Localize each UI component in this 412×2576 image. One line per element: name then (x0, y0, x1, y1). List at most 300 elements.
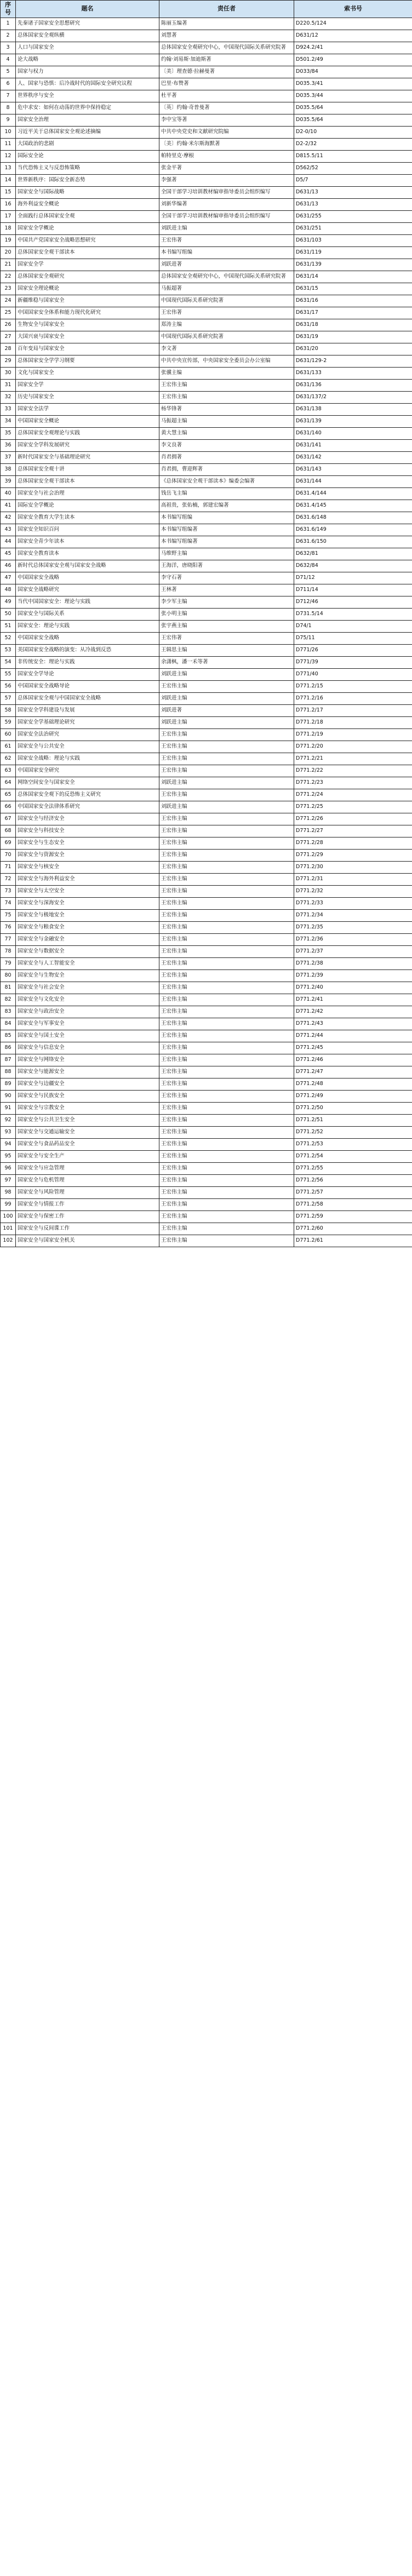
row-index: 28 (1, 343, 16, 355)
book-title: 国家安全与信息安全 (16, 1042, 159, 1054)
table-row (1, 921, 412, 933)
row-index: 64 (1, 777, 16, 789)
book-title: 总体国家安全观研究 (16, 271, 159, 283)
table-row (1, 30, 412, 42)
call-number: D771.2/53 (294, 1138, 412, 1150)
call-number: D771.2/34 (294, 909, 412, 921)
call-number: D771.2/46 (294, 1054, 412, 1066)
table-row (1, 18, 412, 30)
row-index: 86 (1, 1042, 16, 1054)
row-index: 42 (1, 512, 16, 524)
row-index: 35 (1, 427, 16, 439)
row-index: 71 (1, 861, 16, 873)
row-index: 11 (1, 138, 16, 150)
book-title: 新时代总体国家安全观与国家安全战略 (16, 560, 159, 572)
book-title: 国际安全论 (16, 150, 159, 162)
book-author: 本书编写组编 (159, 512, 294, 524)
book-author: 刘跃进主编 (159, 716, 294, 728)
book-author: 总体国家安全观研究中心，中国现代国际关系研究院著 (159, 271, 294, 283)
book-title: 新时代国家安全与基础理论研究 (16, 451, 159, 463)
book-author: 王宏伟主编 (159, 1090, 294, 1102)
table-row (1, 102, 412, 114)
row-index: 26 (1, 319, 16, 331)
row-index: 76 (1, 921, 16, 933)
book-author: 王宏伟主编 (159, 1066, 294, 1078)
call-number: D631/14 (294, 271, 412, 283)
book-author: 王宏伟主编 (159, 849, 294, 861)
call-number: D771.2/33 (294, 897, 412, 909)
table-row (1, 162, 412, 174)
call-number: D771.2/48 (294, 1078, 412, 1090)
table-row (1, 656, 412, 668)
table-row (1, 680, 412, 692)
book-title: 国家安全与反间谍工作 (16, 1223, 159, 1235)
row-index: 62 (1, 753, 16, 765)
book-title: 国家安全与边疆安全 (16, 1078, 159, 1090)
row-index: 73 (1, 885, 16, 897)
book-title: 中国国家安全体系和能力现代化研究 (16, 307, 159, 319)
book-author: 全国干部学习培训教材编审指导委员会组织编写 (159, 186, 294, 198)
call-number: D771.2/43 (294, 1018, 412, 1030)
table-row (1, 54, 412, 66)
row-index: 55 (1, 668, 16, 680)
book-author: 王宏伟主编 (159, 1210, 294, 1223)
row-index: 56 (1, 680, 16, 692)
table-row (1, 861, 412, 873)
book-author: 王宏伟主编 (159, 765, 294, 777)
row-index: 25 (1, 307, 16, 319)
call-number: D712/46 (294, 596, 412, 608)
book-title: 国家安全与宗教安全 (16, 1102, 159, 1114)
table-row (1, 391, 412, 403)
call-number: D035.5/64 (294, 102, 412, 114)
call-number: D771.2/59 (294, 1210, 412, 1223)
row-index: 69 (1, 837, 16, 849)
book-title: 国家安全法治研究 (16, 728, 159, 741)
book-title: 国家安全与生态安全 (16, 837, 159, 849)
book-author: 刘慧著 (159, 30, 294, 42)
book-author: 王宏伟主编 (159, 897, 294, 909)
book-title: 国家与权力 (16, 66, 159, 78)
row-index: 19 (1, 234, 16, 246)
call-number: D631/139 (294, 259, 412, 271)
book-author: 刘新华编著 (159, 198, 294, 210)
call-number: D631.4/145 (294, 500, 412, 512)
table-row (1, 969, 412, 982)
call-number: D631/129-2 (294, 355, 412, 367)
table-row (1, 1114, 412, 1126)
table-row (1, 283, 412, 295)
row-index: 3 (1, 42, 16, 54)
book-title: 国家安全学科发展研究 (16, 439, 159, 451)
table-row (1, 415, 412, 427)
call-number: D033/84 (294, 66, 412, 78)
call-number: D631/144 (294, 475, 412, 487)
book-author: 王宏伟著 (159, 234, 294, 246)
row-index: 5 (1, 66, 16, 78)
book-author: 王宏伟主编 (159, 1174, 294, 1186)
book-title: 国家安全学 (16, 259, 159, 271)
book-title: 总体国家安全学学习纲要 (16, 355, 159, 367)
book-author: 刘跃进主编 (159, 692, 294, 704)
table-row (1, 885, 412, 897)
book-author: 刘跃进主编 (159, 801, 294, 813)
call-number: D631.6/148 (294, 512, 412, 524)
table-row (1, 873, 412, 885)
row-index: 34 (1, 415, 16, 427)
call-number: D631/142 (294, 451, 412, 463)
table-row (1, 945, 412, 957)
call-number: D771.2/60 (294, 1223, 412, 1235)
call-number: D631/139 (294, 415, 412, 427)
row-index: 40 (1, 487, 16, 500)
book-author: 刘跃进著 (159, 259, 294, 271)
book-title: 中国国家安全概论 (16, 415, 159, 427)
table-row (1, 704, 412, 716)
book-title: 国家安全与极地安全 (16, 909, 159, 921)
table-row (1, 1078, 412, 1090)
table-row (1, 728, 412, 741)
row-index: 80 (1, 969, 16, 982)
row-index: 66 (1, 801, 16, 813)
table-row (1, 222, 412, 234)
table-row (1, 548, 412, 560)
call-number: D771.2/24 (294, 789, 412, 801)
book-author: 王宏伟主编 (159, 933, 294, 945)
table-row (1, 813, 412, 825)
call-number: D771.2/44 (294, 1030, 412, 1042)
table-row (1, 994, 412, 1006)
call-number: D631/136 (294, 379, 412, 391)
row-index: 50 (1, 608, 16, 620)
book-author: 王宏伟主编 (159, 1018, 294, 1030)
call-number: D771.2/25 (294, 801, 412, 813)
table-row (1, 379, 412, 391)
row-index: 61 (1, 741, 16, 753)
header-row (1, 1, 412, 18)
call-number: D771.2/17 (294, 704, 412, 716)
call-number: D771.2/47 (294, 1066, 412, 1078)
book-author: 王宏伟主编 (159, 741, 294, 753)
book-author: 王宏伟主编 (159, 1126, 294, 1138)
call-number: D631/19 (294, 331, 412, 343)
call-number: D74/1 (294, 620, 412, 632)
table-row (1, 608, 412, 620)
row-index: 48 (1, 584, 16, 596)
table-row (1, 1174, 412, 1186)
book-author: 刘跃进主编 (159, 777, 294, 789)
book-author: 王宏伟主编 (159, 861, 294, 873)
row-index: 37 (1, 451, 16, 463)
book-title: 国家安全与资源安全 (16, 849, 159, 861)
row-index: 44 (1, 536, 16, 548)
book-title: 总体国家安全观干部读本 (16, 475, 159, 487)
book-author: 王宏伟主编 (159, 1102, 294, 1114)
table-row (1, 1150, 412, 1162)
table-row (1, 692, 412, 704)
book-author: 帕特里克·摩根 (159, 150, 294, 162)
book-author: 王宏伟主编 (159, 1198, 294, 1210)
table-row (1, 753, 412, 765)
row-index: 67 (1, 813, 16, 825)
row-index: 79 (1, 957, 16, 969)
book-title: 国家安全法学 (16, 403, 159, 415)
book-title: 国家安全战略：理论与实践 (16, 753, 159, 765)
row-index: 88 (1, 1066, 16, 1078)
table-row (1, 114, 412, 126)
book-author: 王宏伟主编 (159, 1006, 294, 1018)
book-title: 国家安全与国家安全机关 (16, 1235, 159, 1247)
table-row (1, 78, 412, 90)
table-row (1, 451, 412, 463)
call-number: D711/14 (294, 584, 412, 596)
book-title: 国家安全与公共安全 (16, 741, 159, 753)
table-row (1, 897, 412, 909)
row-index: 96 (1, 1162, 16, 1174)
book-title: 总体国家安全观与中国国家安全战略 (16, 692, 159, 704)
book-title: 国家安全与数据安全 (16, 945, 159, 957)
call-number: D631/15 (294, 283, 412, 295)
book-author: 王宏伟主编 (159, 1042, 294, 1054)
book-author: 王宏伟主编 (159, 1223, 294, 1235)
table-row (1, 1235, 412, 1247)
book-author: 约翰·刘易斯·加迪斯著 (159, 54, 294, 66)
book-title: 新疆维稳与国家安全 (16, 295, 159, 307)
book-title: 总体国家安全观纵横 (16, 30, 159, 42)
row-index: 29 (1, 355, 16, 367)
table-row (1, 644, 412, 656)
call-number: D771.2/56 (294, 1174, 412, 1186)
row-index: 95 (1, 1150, 16, 1162)
table-row (1, 210, 412, 222)
row-index: 36 (1, 439, 16, 451)
table-row (1, 307, 412, 319)
call-number: D631/251 (294, 222, 412, 234)
book-author: 王宏伟主编 (159, 728, 294, 741)
call-number: D771.2/57 (294, 1186, 412, 1198)
book-author: 王宏伟主编 (159, 813, 294, 825)
table-row (1, 572, 412, 584)
row-index: 65 (1, 789, 16, 801)
book-title: 国家安全与民族安全 (16, 1090, 159, 1102)
book-title: 中国国家安全战略导论 (16, 680, 159, 692)
call-number: D771.2/15 (294, 680, 412, 692)
row-index: 18 (1, 222, 16, 234)
call-number: D631.6/149 (294, 524, 412, 536)
table-row (1, 1210, 412, 1223)
table-row (1, 234, 412, 246)
call-number: D771.2/18 (294, 716, 412, 728)
call-number: D771.2/20 (294, 741, 412, 753)
call-number: D771.2/39 (294, 969, 412, 982)
row-index: 2 (1, 30, 16, 42)
call-number: D771.2/30 (294, 861, 412, 873)
row-index: 49 (1, 596, 16, 608)
table-row (1, 1042, 412, 1054)
book-title: 中国国家安全研究 (16, 765, 159, 777)
row-index: 60 (1, 728, 16, 741)
book-author: 刘跃进著 (159, 704, 294, 716)
row-index: 15 (1, 186, 16, 198)
table-row (1, 367, 412, 379)
row-index: 74 (1, 897, 16, 909)
book-title: 国家安全与网络安全 (16, 1054, 159, 1066)
row-index: 1 (1, 18, 16, 30)
call-number: D771.2/26 (294, 813, 412, 825)
call-number: D631/141 (294, 439, 412, 451)
call-number: D631/143 (294, 463, 412, 475)
book-title: 国家安全学导论 (16, 668, 159, 680)
table-row (1, 596, 412, 608)
table-row (1, 259, 412, 271)
book-title: 国家安全与国土安全 (16, 1030, 159, 1042)
call-number: D631/103 (294, 234, 412, 246)
table-row (1, 271, 412, 283)
call-number: D562/52 (294, 162, 412, 174)
book-author: 王宏伟著 (159, 632, 294, 644)
book-title: 人、国家与恐惧：后冷战时代的国际安全研究议程 (16, 78, 159, 90)
book-author: 王宏伟主编 (159, 885, 294, 897)
book-author: 李中宝等著 (159, 114, 294, 126)
row-index: 17 (1, 210, 16, 222)
row-index: 78 (1, 945, 16, 957)
row-index: 84 (1, 1018, 16, 1030)
table-row (1, 343, 412, 355)
table-row (1, 1090, 412, 1102)
book-author: 杜平著 (159, 90, 294, 102)
book-title: 大国兴衰与国家安全 (16, 331, 159, 343)
book-title: 国家安全：理论与实践 (16, 620, 159, 632)
call-number: D2-0/10 (294, 126, 412, 138)
row-index: 63 (1, 765, 16, 777)
table-row (1, 1186, 412, 1198)
row-index: 75 (1, 909, 16, 921)
row-index: 91 (1, 1102, 16, 1114)
row-index: 93 (1, 1126, 16, 1138)
book-title: 海外利益安全概论 (16, 198, 159, 210)
table-row (1, 1126, 412, 1138)
table-row (1, 560, 412, 572)
column-header-author: 责任者 (159, 1, 294, 18)
row-index: 24 (1, 295, 16, 307)
book-author: 王宏伟主编 (159, 957, 294, 969)
call-number: D924.2/41 (294, 42, 412, 54)
book-author: 中国现代国际关系研究院著 (159, 331, 294, 343)
book-author: 本书编写组编著 (159, 536, 294, 548)
row-index: 33 (1, 403, 16, 415)
table-row (1, 668, 412, 680)
book-title: 国家安全与人工智能安全 (16, 957, 159, 969)
book-title: 国家安全知识百问 (16, 524, 159, 536)
call-number: D220.5/124 (294, 18, 412, 30)
book-author: 全国干部学习培训教材编审指导委员会组织编写 (159, 210, 294, 222)
book-author: 钱岳飞主编 (159, 487, 294, 500)
row-index: 45 (1, 548, 16, 560)
book-author: 本书编写组编著 (159, 524, 294, 536)
book-author: 王宏伟主编 (159, 1162, 294, 1174)
book-author: 李守石著 (159, 572, 294, 584)
book-title: 中国国家安全战略 (16, 632, 159, 644)
book-title: 国家安全与食品药品安全 (16, 1138, 159, 1150)
book-author: 本书编写组编 (159, 246, 294, 259)
table-row (1, 198, 412, 210)
row-index: 7 (1, 90, 16, 102)
call-number: D771.2/41 (294, 994, 412, 1006)
book-author: 刘跃进主编 (159, 668, 294, 680)
table-row (1, 319, 412, 331)
call-number: D631/17 (294, 307, 412, 319)
book-author: 李文著 (159, 343, 294, 355)
row-index: 6 (1, 78, 16, 90)
book-title: 国家安全理论概论 (16, 283, 159, 295)
call-number: D771.2/45 (294, 1042, 412, 1054)
call-number: D631/119 (294, 246, 412, 259)
book-title: 国家安全与生物安全 (16, 969, 159, 982)
book-author: 〔英〕约翰·奇普曼著 (159, 102, 294, 114)
call-number: D771.2/27 (294, 825, 412, 837)
row-index: 58 (1, 704, 16, 716)
book-title: 国家安全与社会安全 (16, 982, 159, 994)
book-title: 论大战略 (16, 54, 159, 66)
row-index: 97 (1, 1174, 16, 1186)
row-index: 102 (1, 1235, 16, 1247)
call-number: D771.2/32 (294, 885, 412, 897)
book-author: 王宏伟主编 (159, 1150, 294, 1162)
book-title: 美国国家安全战略的演变：从冷战到反恐 (16, 644, 159, 656)
call-number: D631/13 (294, 186, 412, 198)
book-title: 国家安全与核安全 (16, 861, 159, 873)
table-row (1, 295, 412, 307)
table-row (1, 42, 412, 54)
row-index: 23 (1, 283, 16, 295)
call-number: D771.2/54 (294, 1150, 412, 1162)
book-title: 生物安全与国家安全 (16, 319, 159, 331)
book-author: 马振超主编 (159, 415, 294, 427)
book-title: 国家安全与太空安全 (16, 885, 159, 897)
book-title: 危中求安：如何在动荡的世界中保持稳定 (16, 102, 159, 114)
row-index: 4 (1, 54, 16, 66)
book-title: 总体国家安全观十讲 (16, 463, 159, 475)
table-row (1, 620, 412, 632)
book-author: 马振超著 (159, 283, 294, 295)
call-number: D035.5/64 (294, 114, 412, 126)
book-title: 国家安全学基础理论研究 (16, 716, 159, 728)
book-author: 王宏伟主编 (159, 680, 294, 692)
call-number: D771.2/55 (294, 1162, 412, 1174)
row-index: 81 (1, 982, 16, 994)
book-title: 国家安全与科技安全 (16, 825, 159, 837)
call-number: D771.2/29 (294, 849, 412, 861)
table-row (1, 789, 412, 801)
call-number: D631/138 (294, 403, 412, 415)
book-author: 余潇枫，潘一禾等著 (159, 656, 294, 668)
table-row (1, 909, 412, 921)
book-title: 国家安全学概论 (16, 222, 159, 234)
row-index: 27 (1, 331, 16, 343)
table-row (1, 933, 412, 945)
book-author: 王宏伟主编 (159, 1030, 294, 1042)
call-number: D631/137/2 (294, 391, 412, 403)
call-number: D5/7 (294, 174, 412, 186)
call-number: D771.2/16 (294, 692, 412, 704)
table-row (1, 1223, 412, 1235)
call-number: D771.2/40 (294, 982, 412, 994)
row-index: 32 (1, 391, 16, 403)
book-title: 国家安全与金融安全 (16, 933, 159, 945)
table-row (1, 512, 412, 524)
book-title: 习近平关于总体国家安全观论述摘编 (16, 126, 159, 138)
book-author: 王林著 (159, 584, 294, 596)
